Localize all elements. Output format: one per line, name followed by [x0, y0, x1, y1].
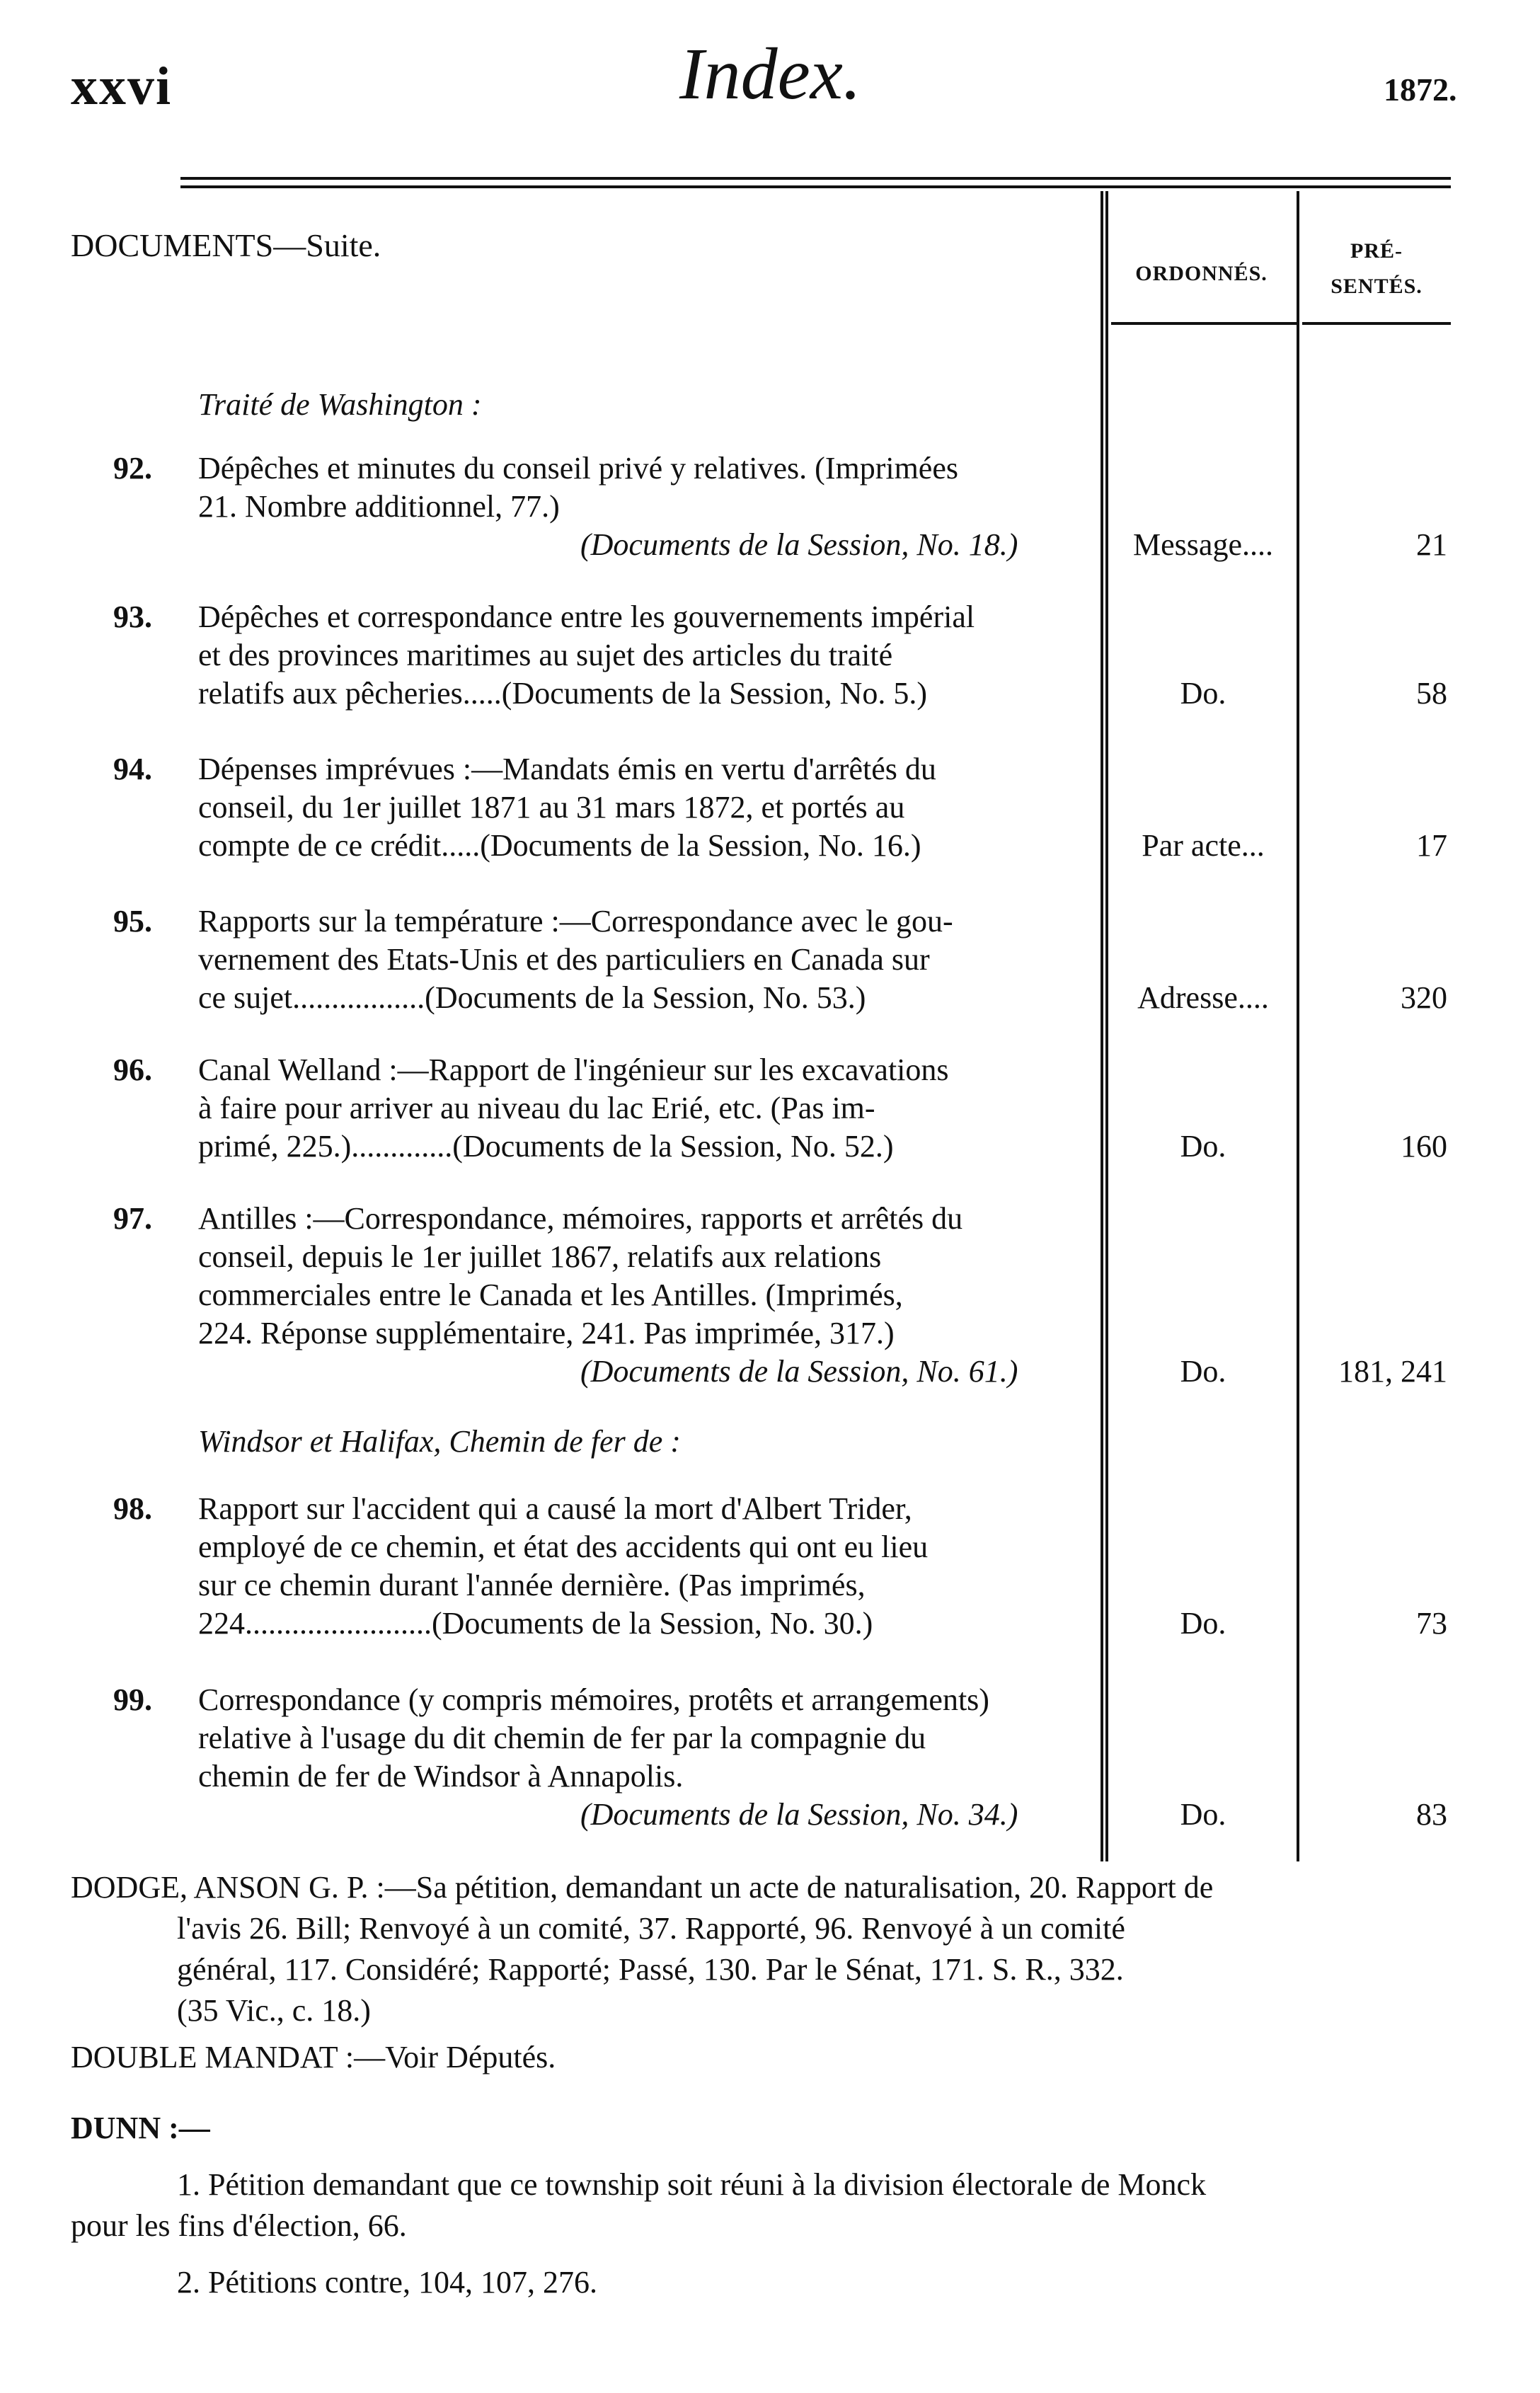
entry-line: compte de ce crédit.....(Documents de la Session, No. 16.) [198, 828, 921, 863]
entry-line: Antilles :—Correspondance, mémoires, rapports et arrêtés du [198, 1201, 963, 1236]
entry-head: DUNN :— [71, 2111, 210, 2145]
entry-line: 21. Nombre additionnel, 77.) [198, 489, 560, 524]
entry-99-presentes: 83 [1416, 1797, 1447, 1832]
entry-97-ordonnes: Do. [1180, 1354, 1226, 1389]
entry-number: 92. [113, 451, 152, 486]
section-title: DOCUMENTS—Suite. [71, 227, 381, 263]
column-head-presentes-2: SENTÉS. [1331, 275, 1423, 298]
entry-96-ordonnes: Do. [1180, 1129, 1226, 1164]
entry-line: général, 117. Considéré; Rapporté; Passé, 130. Par le Sénat, 171. S. R., 332. [177, 1952, 1124, 1987]
entry-line: Correspondance (y compris mémoires, protêts et arrangements) [198, 1682, 989, 1717]
entry-96-presentes: 160 [1401, 1129, 1447, 1164]
entry-line: Rapports sur la température :—Correspondance avec le gou- [198, 904, 953, 939]
entry-line: (Documents de la Session, No. 61.) [580, 1354, 1018, 1389]
entry-94-presentes: 17 [1416, 828, 1447, 863]
header-rule-top [180, 177, 1451, 180]
entry-line: (35 Vic., c. 18.) [177, 1993, 371, 2028]
entry-number: 99. [113, 1682, 152, 1717]
entry-line: primé, 225.).............(Documents de la Session, No. 52.) [198, 1129, 894, 1164]
entry-number: 94. [113, 752, 152, 786]
entry-97-presentes: 181, 241 [1338, 1354, 1447, 1389]
entry-line: l'avis 26. Bill; Renvoyé à un comité, 37. Rapporté, 96. Renvoyé à un comité [177, 1911, 1125, 1946]
column-head-rule-1 [1111, 322, 1299, 325]
entry-94-ordonnes: Par acte... [1142, 828, 1265, 863]
entry-number: 93. [113, 599, 152, 634]
page-title: Index. [679, 33, 861, 115]
entry-line: employé de ce chemin, et état des accidents qui ont eu lieu [198, 1530, 929, 1564]
entry-line: Dépêches et minutes du conseil privé y relatives. (Imprimées [198, 451, 958, 486]
entry-line: à faire pour arriver au niveau du lac Erié, etc. (Pas im- [198, 1091, 875, 1125]
entry-93-ordonnes: Do. [1180, 676, 1226, 711]
entry-line: DODGE, ANSON G. P. :—Sa pétition, demandant un acte de naturalisation, 20. Rapport de [71, 1870, 1214, 1905]
entry-line: (Documents de la Session, No. 34.) [580, 1797, 1018, 1832]
entry-92-ordonnes: Message.... [1133, 527, 1273, 562]
entry-number: 95. [113, 904, 152, 939]
entry-line: pour les fins d'élection, 66. [71, 2208, 407, 2243]
entry-line: sur ce chemin durant l'année dernière. (Pas imprimés, [198, 1568, 866, 1602]
entry-line: vernement des Etats-Unis et des particuliers en Canada sur [198, 942, 930, 977]
entry-line: 2. Pétitions contre, 104, 107, 276. [177, 2265, 597, 2300]
column-divider-1b [1105, 191, 1108, 1861]
column-head-rule-2 [1302, 322, 1451, 325]
entry-line: Rapport sur l'accident qui a causé la mort d'Albert Trider, [198, 1491, 912, 1526]
entry-line: conseil, depuis le 1er juillet 1867, relatifs aux relations [198, 1239, 882, 1274]
subheading-washington: Traité de Washington : [198, 387, 482, 422]
entry-line: ce sujet.................(Documents de la Session, No. 53.) [198, 980, 866, 1015]
entry-line: 224........................(Documents de la Session, No. 30.) [198, 1606, 873, 1641]
entry-line: relatifs aux pêcheries.....(Documents de la Session, No. 5.) [198, 676, 928, 711]
entry-92-presentes: 21 [1416, 527, 1447, 562]
entry-line: DOUBLE MANDAT :—Voir Députés. [71, 2040, 556, 2074]
header-rule-bottom [180, 185, 1451, 188]
page-number: xxvi [71, 57, 173, 116]
entry-number: 96. [113, 1052, 152, 1087]
entry-number: 97. [113, 1201, 152, 1236]
entry-number: 98. [113, 1491, 152, 1526]
entry-line: et des provinces maritimes au sujet des articles du traité [198, 638, 893, 672]
entry-line: relative à l'usage du dit chemin de fer par la compagnie du [198, 1721, 926, 1755]
entry-98-ordonnes: Do. [1180, 1606, 1226, 1641]
entry-line: conseil, du 1er juillet 1871 au 31 mars 1872, et portés au [198, 790, 905, 825]
entry-line: 1. Pétition demandant que ce township soit réuni à la division électorale de Monck [177, 2167, 1207, 2202]
entry-99-ordonnes: Do. [1180, 1797, 1226, 1832]
entry-line: (Documents de la Session, No. 18.) [580, 527, 1018, 562]
column-divider-1a [1101, 191, 1103, 1861]
column-head-presentes-1: PRÉ- [1350, 239, 1403, 263]
entry-95-ordonnes: Adresse.... [1137, 980, 1269, 1015]
entry-line: chemin de fer de Windsor à Annapolis. [198, 1759, 684, 1794]
page-year: 1872. [1384, 71, 1457, 108]
entry-line: 224. Réponse supplémentaire, 241. Pas imprimée, 317.) [198, 1316, 895, 1350]
entry-95-presentes: 320 [1401, 980, 1447, 1015]
entry-line: Dépêches et correspondance entre les gouvernements impérial [198, 599, 975, 634]
entry-98-presentes: 73 [1416, 1606, 1447, 1641]
entry-line: commerciales entre le Canada et les Antilles. (Imprimés, [198, 1278, 903, 1312]
entry-line: Canal Welland :—Rapport de l'ingénieur sur les excavations [198, 1052, 949, 1087]
column-head-ordonnes: ORDONNÉS. [1135, 262, 1268, 285]
subheading-windsor: Windsor et Halifax, Chemin de fer de : [198, 1424, 681, 1459]
entry-93-presentes: 58 [1416, 676, 1447, 711]
entry-line: Dépenses imprévues :—Mandats émis en vertu d'arrêtés du [198, 752, 936, 786]
